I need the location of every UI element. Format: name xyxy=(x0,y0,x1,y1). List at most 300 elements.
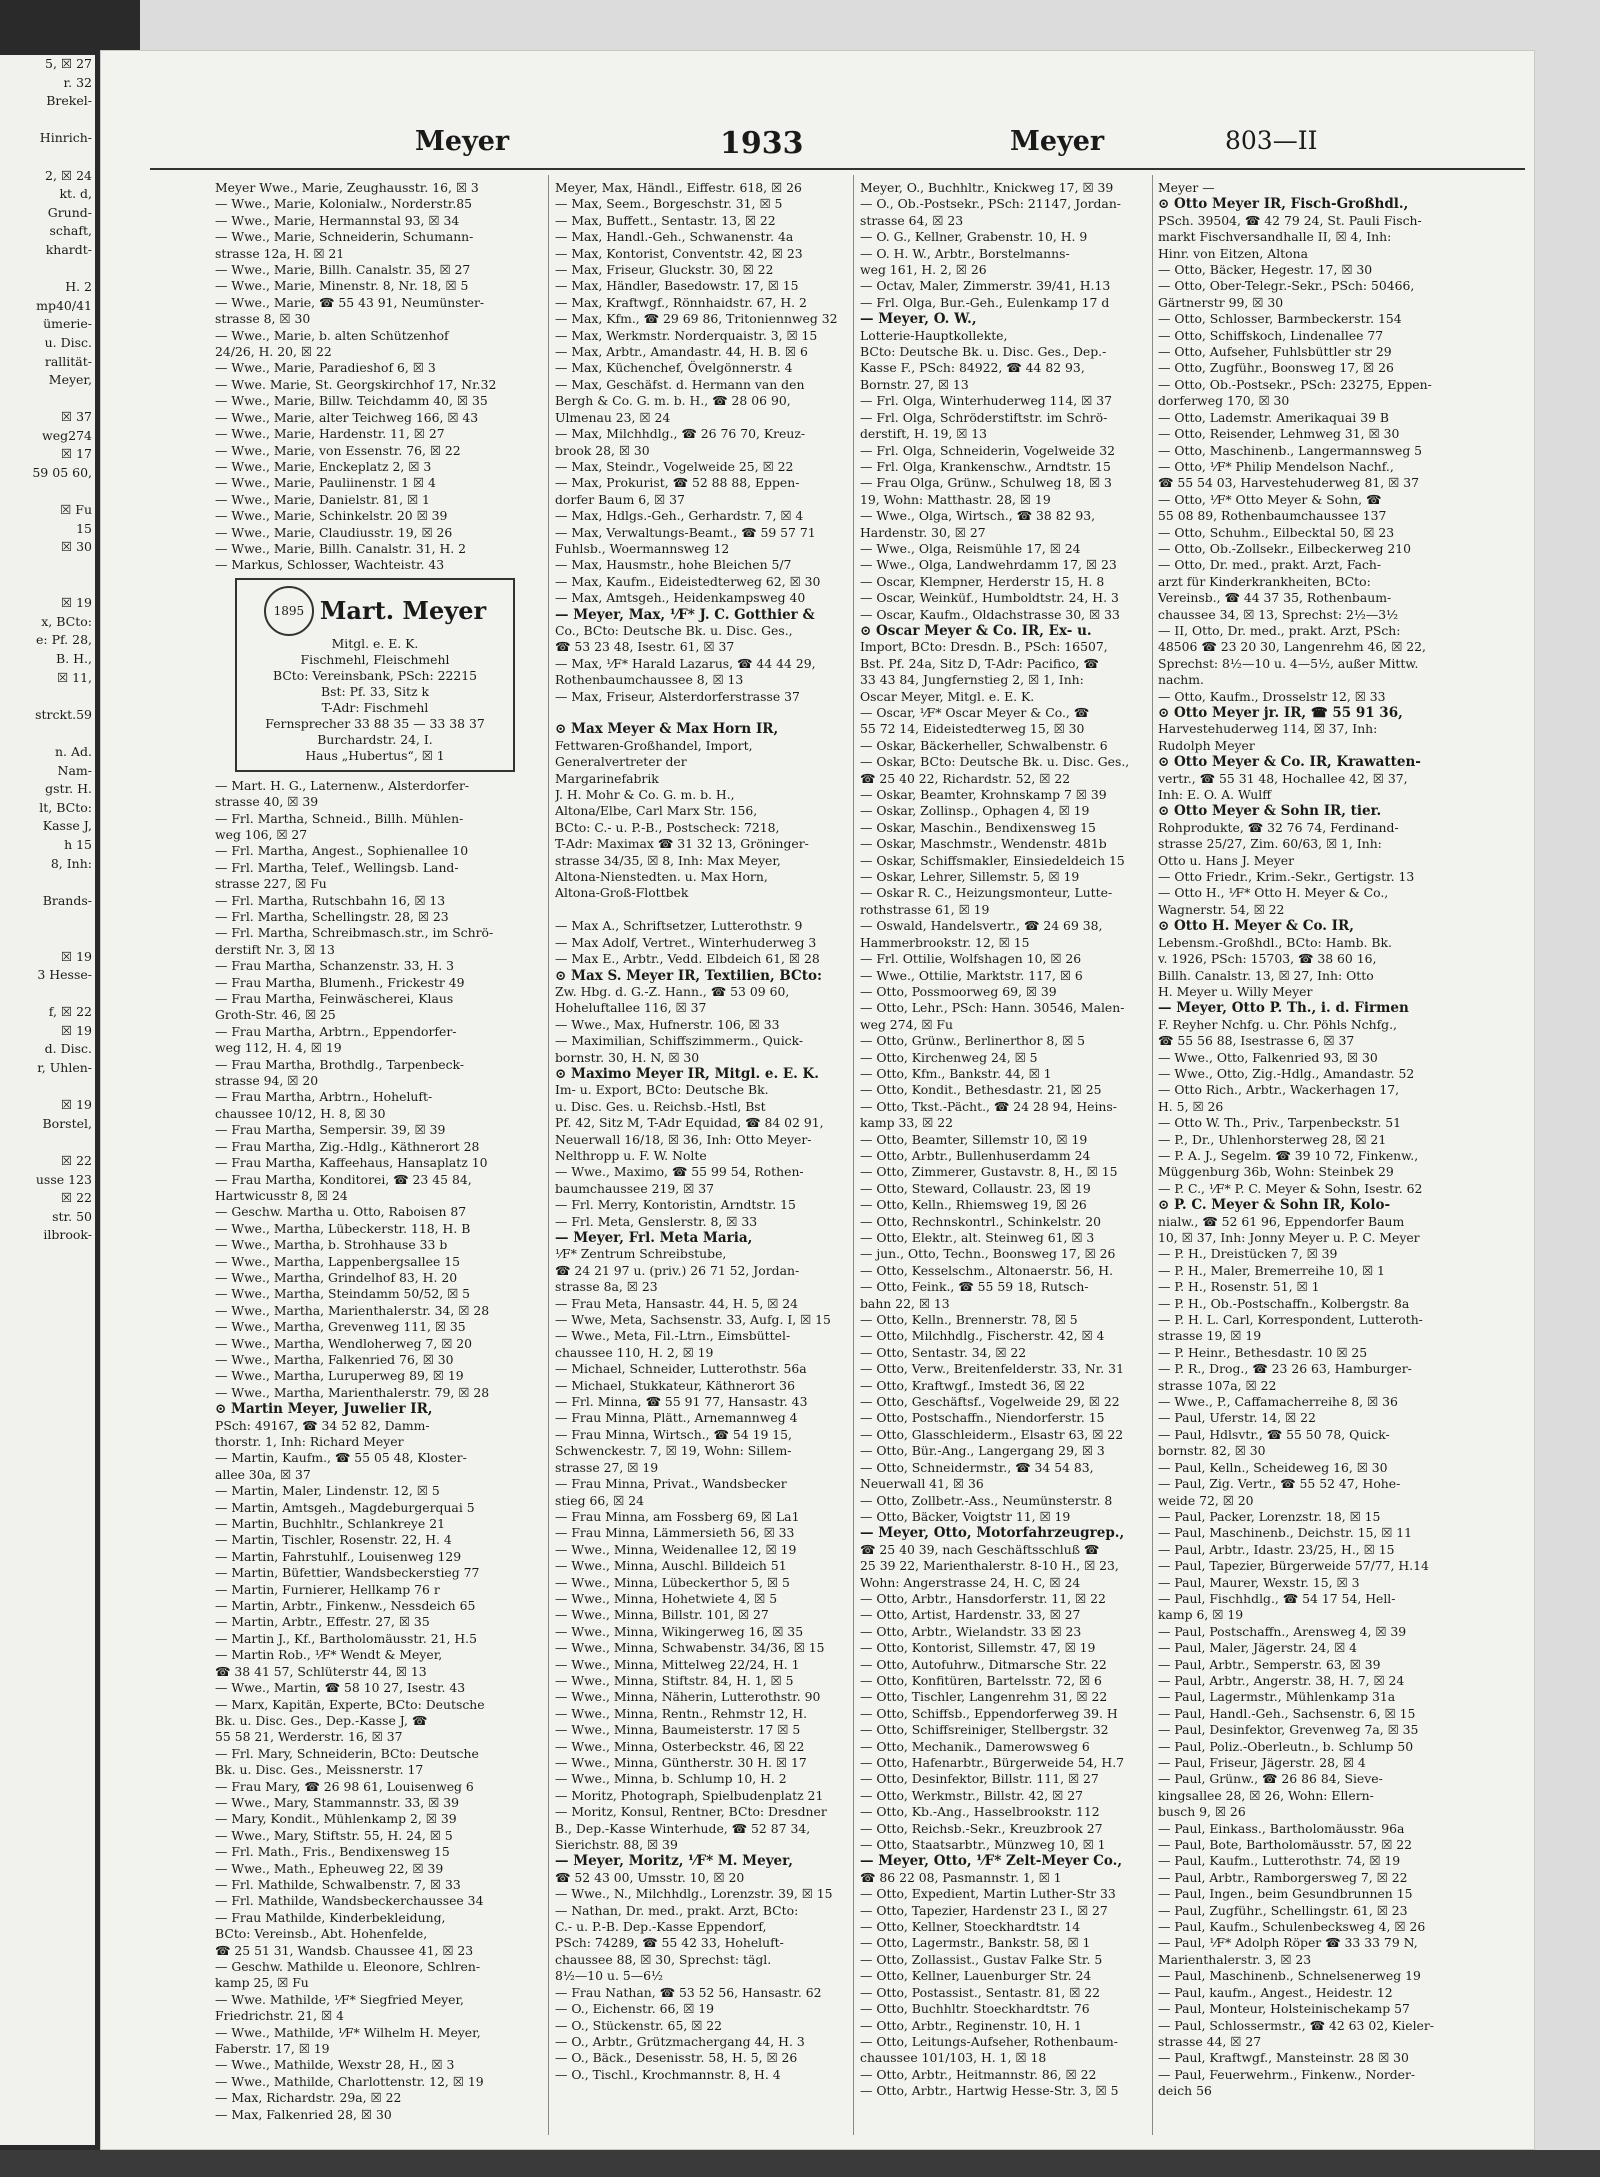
directory-entry: — Mart. H. G., Laternenw., Alsterdorfer- xyxy=(215,777,470,793)
directory-entry: Import, BCto: Dresdn. B., PSch: 16507, xyxy=(860,639,1108,655)
directory-entry: — Oskar, Schiffsmakler, Einsiedeldeich 15 xyxy=(860,852,1125,868)
directory-entry: — Paul, Hdlsvtr., ☎ 55 50 78, Quick- xyxy=(1158,1426,1390,1442)
edge-text xyxy=(0,557,95,576)
edge-text: r, Uhlen- xyxy=(37,1060,92,1076)
directory-entry: — Wwe, Meta, Sachsenstr. 33, Aufg. I, ☒ 15 xyxy=(555,1312,831,1328)
directory-entry: derstift Nr. 3, ☒ 13 xyxy=(215,941,335,957)
directory-entry: — Moritz, Photograph, Spielbudenplatz 21 xyxy=(555,1787,824,1803)
directory-entry: strasse 227, ☒ Fu xyxy=(215,876,327,892)
directory-entry: — Otto W. Th., Priv., Tarpenbeckstr. 51 xyxy=(1158,1115,1402,1131)
directory-entry: — Octav, Maler, Zimmerstr. 39/41, H.13 xyxy=(860,278,1111,294)
edge-text: ☒ Fu xyxy=(60,502,92,518)
directory-entry: — jun., Otto, Techn., Boonsweg 17, ☒ 26 xyxy=(860,1246,1116,1262)
directory-entry: H. Meyer u. Willy Meyer xyxy=(1158,983,1313,999)
directory-entry: — Frl. Martha, Rutschbahn 16, ☒ 13 xyxy=(215,892,446,908)
directory-entry: — Otto, Kellner, Stoeckhardtstr. 14 xyxy=(860,1919,1081,1935)
edge-text: r. 32 xyxy=(63,74,92,90)
directory-entry: — Paul, ⅟F* Adolph Röper ☎ 33 33 79 N, xyxy=(1158,1935,1418,1951)
directory-entry: — Max, Richardstr. 29a, ☒ 22 xyxy=(215,2090,402,2106)
directory-entry: ☎ 52 43 00, Umsstr. 10, ☒ 20 xyxy=(555,1869,745,1885)
edge-text: Borstel, xyxy=(42,1115,92,1131)
directory-entry: — Frl. Olga, Krankenschw., Arndtstr. 15 xyxy=(860,458,1111,474)
directory-entry: — Otto, Schiffsb., Eppendorferweg 39. H xyxy=(860,1705,1118,1721)
ad-line: Burchardstr. 24, I. xyxy=(317,731,433,747)
directory-entry: — Wwe., Minna, Weidenallee 12, ☒ 19 xyxy=(555,1541,797,1557)
directory-entry: Altona-Nienstedten. u. Max Horn, xyxy=(555,869,768,885)
directory-entry: — Otto, Arbtr., Heitmannstr. 86, ☒ 22 xyxy=(860,2066,1097,2082)
directory-entry: — Oscar, Weinküf., Humboldtstr. 24, H. 3 xyxy=(860,590,1119,606)
directory-entry: — Wwe., Marie, Claudiusstr. 19, ☒ 26 xyxy=(215,524,453,540)
directory-entry: Pf. 42, Sitz M, T-Adr Equidad, ☎ 84 02 91, xyxy=(555,1115,824,1131)
directory-entry: — Frau Minna, Plätt., Arnemannweg 4 xyxy=(555,1410,798,1426)
directory-entry: — Martin, Arbtr., Effestr. 27, ☒ 35 xyxy=(215,1614,430,1630)
directory-entry: Inh: E. O. A. Wulff xyxy=(1158,787,1272,803)
directory-entry: — Paul, Uferstr. 14, ☒ 22 xyxy=(1158,1410,1316,1426)
edge-text: ☒ 11, xyxy=(56,669,92,685)
directory-entry: — Otto, Reichsb.-Sekr., Kreuzbrook 27 xyxy=(860,1820,1103,1836)
directory-entry: — Wwe., Martha, Falkenried 76, ☒ 30 xyxy=(215,1351,454,1367)
directory-entry: — Frau Martha, Sempersir. 39, ☒ 39 xyxy=(215,1122,446,1138)
directory-entry: — Maximilian, Schiffszimmerm., Quick- xyxy=(555,1033,804,1049)
directory-entry: ☎ 25 40 39, nach Geschäftsschluß ☎ xyxy=(860,1541,1100,1557)
directory-entry: — Frl. Mathilde, Wandsbeckerchaussee 34 xyxy=(215,1893,484,1909)
edge-text: Brekel- xyxy=(46,93,92,109)
directory-entry: Meyer Wwe., Marie, Zeughausstr. 16, ☒ 3 xyxy=(215,180,479,195)
directory-entry: nialw., ☎ 52 61 96, Eppendorfer Baum xyxy=(1158,1213,1405,1229)
directory-entry: weg 161, H. 2, ☒ 26 xyxy=(860,262,987,278)
edge-text xyxy=(0,148,95,167)
directory-entry: weg 106, ☒ 27 xyxy=(215,826,308,842)
directory-entry: — Wwe., Martha, Steindamm 50/52, ☒ 5 xyxy=(215,1286,471,1302)
directory-entry: — Frl. Martha, Angest., Sophienallee 10 xyxy=(215,843,469,859)
directory-entry: — Michael, Schneider, Lutterothstr. 56a xyxy=(555,1361,807,1377)
directory-entry: — Otto, Mechanik., Damerowsweg 6 xyxy=(860,1738,1090,1754)
directory-entry: bornstr. 30, H. N, ☒ 30 xyxy=(555,1049,700,1065)
directory-entry: allee 30a, ☒ 37 xyxy=(215,1466,311,1482)
directory-entry: — Otto, Lehr., PSch: Hann. 30546, Malen- xyxy=(860,1000,1125,1016)
directory-entry: — Max, Hausmstr., hohe Bleichen 5/7 xyxy=(555,557,792,573)
directory-entry: — Wwe., Marie, Paradieshof 6, ☒ 3 xyxy=(215,360,436,376)
directory-entry: 19, Wohn: Matthastr. 28, ☒ 19 xyxy=(860,491,1051,507)
directory-entry: — Frau Minna, Privat., Wandsbecker xyxy=(555,1476,787,1492)
firm-entry: ⊙ Max Meyer & Max Horn IR, xyxy=(555,721,779,738)
directory-entry: B., Dep.-Kasse Winterhude, ☎ 52 87 34, xyxy=(555,1820,811,1836)
edge-text: ☒ 19 xyxy=(60,595,92,611)
edge-text: str. 50 xyxy=(52,1208,92,1224)
ad-logo-icon: 1895 xyxy=(264,586,314,636)
directory-entry: — Otto, Schlosser, Barmbeckerstr. 154 xyxy=(1158,311,1402,327)
directory-entry: dorfer Baum 6, ☒ 37 xyxy=(555,491,685,507)
directory-entry: — Otto, Schuhm., Eilbecktal 50, ☒ 23 xyxy=(1158,524,1395,540)
directory-entry: — Frau Olga, Grünw., Schulweg 18, ☒ 3 xyxy=(860,475,1112,491)
directory-entry: — Otto, Kaufm., Drosselstr 12, ☒ 33 xyxy=(1158,688,1386,704)
directory-entry: — Paul, Kraftwgf., Mansteinstr. 28 ☒ 30 xyxy=(1158,2050,1409,2066)
ad-header xyxy=(245,586,505,636)
directory-entry: — Michael, Stukkateur, Käthnerort 36 xyxy=(555,1377,795,1393)
directory-entry: — Wwe., Marie, Danielstr. 81, ☒ 1 xyxy=(215,491,430,507)
directory-entry: Meyer, O., Buchhltr., Knickweg 17, ☒ 39 xyxy=(860,180,1114,195)
directory-entry: 48506 ☎ 23 20 30, Langenrehm 46, ☒ 22, xyxy=(1158,639,1426,655)
directory-entry: — P., Dr., Uhlenhorsterweg 28, ☒ 21 xyxy=(1158,1131,1387,1147)
directory-entry: — Paul, Zugführ., Schellingstr. 61, ☒ 23 xyxy=(1158,1902,1408,1918)
scan-bottom-edge xyxy=(0,2150,1600,2177)
edge-text: Grund- xyxy=(47,204,92,220)
directory-entry: — Frau Martha, Arbtrn., Eppendorfer- xyxy=(215,1023,457,1039)
directory-entry: — Paul, Maler, Jägerstr. 24, ☒ 4 xyxy=(1158,1640,1358,1656)
directory-entry: — Otto, Geschäftsf., Vogelweide 29, ☒ 22 xyxy=(860,1394,1120,1410)
directory-entry: — Paul, Desinfektor, Grevenweg 7a, ☒ 35 xyxy=(1158,1722,1419,1738)
directory-entry: — Otto, Ob.-Zollsekr., Eilbeckerweg 210 xyxy=(1158,540,1411,556)
directory-entry: — Nathan, Dr. med., prakt. Arzt, BCto: xyxy=(555,1902,799,1918)
directory-entry: — Max, Arbtr., Amandastr. 44, H. B. ☒ 6 xyxy=(555,344,808,360)
directory-entry: — Otto, Lademstr. Amerikaquai 39 B xyxy=(1158,409,1390,425)
firm-entry: ⊙ Maximo Meyer IR, Mitgl. e. E. K. xyxy=(555,1065,819,1082)
directory-entry: — Wwe., Marie, Minenstr. 8, Nr. 18, ☒ 5 xyxy=(215,278,469,294)
directory-entry: chaussee 110, H. 2, ☒ 19 xyxy=(555,1344,714,1360)
directory-entry: — P. H., Dreistücken 7, ☒ 39 xyxy=(1158,1246,1338,1262)
directory-entry: — Otto, Expedient, Martin Luther-Str 33 xyxy=(860,1886,1116,1902)
directory-entry: — Wwe., Marie, Enckeplatz 2, ☒ 3 xyxy=(215,458,432,474)
directory-entry: — Martin, Amtsgeh., Magdeburgerquai 5 xyxy=(215,1499,475,1515)
directory-entry: J. H. Mohr & Co. G. m. b. H., xyxy=(555,787,735,803)
directory-entry: — Wwe., Minna, Lübeckerthor 5, ☒ 5 xyxy=(555,1574,790,1590)
directory-entry: chaussee 10/12, H. 8, ☒ 30 xyxy=(215,1105,386,1121)
directory-entry: — Max, ⅟F* Harald Lazarus, ☎ 44 44 29, xyxy=(555,655,816,671)
directory-entry: Im- u. Export, BCto: Deutsche Bk. xyxy=(555,1082,769,1098)
directory-entry: — Paul, Maschinenb., Schnelsenerweg 19 xyxy=(1158,1968,1421,1984)
directory-entry: — Otto, Kesselschm., Altonaerstr. 56, H. xyxy=(860,1262,1114,1278)
advertisement-box xyxy=(235,578,515,772)
directory-entry: — Wwe., Minna, Osterbeckstr. 46, ☒ 22 xyxy=(555,1738,805,1754)
directory-entry: — Frl. Olga, Bur.-Geh., Eulenkamp 17 d xyxy=(860,294,1110,310)
directory-entry: — Max, Buffett., Sentastr. 13, ☒ 22 xyxy=(555,212,776,228)
directory-entry: strasse 25/27, Zim. 60/63, ☒ 1, Inh: xyxy=(1158,836,1382,852)
directory-entry: — Marx, Kapitän, Experte, BCto: Deutsche xyxy=(215,1696,485,1712)
edge-text: x, BCto: xyxy=(41,613,92,629)
directory-entry: — P. R., Drog., ☎ 23 26 63, Hamburger- xyxy=(1158,1361,1412,1377)
directory-entry: derstift, H. 19, ☒ 13 xyxy=(860,426,988,442)
directory-entry: — Paul, Kelln., Scheideweg 16, ☒ 30 xyxy=(1158,1459,1388,1475)
directory-entry: — Wwe., Marie, ☎ 55 43 91, Neumünster- xyxy=(215,294,485,310)
edge-text: ☒ 22 xyxy=(60,1153,92,1169)
directory-entry: — Wwe., P., Caffamacherreihe 8, ☒ 36 xyxy=(1158,1394,1398,1410)
directory-entry: — Otto, Maschinenb., Langermannsweg 5 xyxy=(1158,442,1423,458)
directory-entry: stieg 66, ☒ 24 xyxy=(555,1492,644,1508)
directory-entry: — Frau Martha, Brothdlg., Tarpenbeck- xyxy=(215,1056,465,1072)
directory-entry: — Otto, Bür.-Ang., Langergang 29, ☒ 3 xyxy=(860,1443,1105,1459)
directory-entry: — Paul, Schlossermstr., ☎ 42 63 02, Kieler- xyxy=(1158,2017,1434,2033)
directory-entry: — P. H. L. Carl, Korrespondent, Lutteroth- xyxy=(1158,1312,1423,1328)
edge-text: 59 05 60, xyxy=(32,465,92,481)
directory-entry: brook 28, ☒ 30 xyxy=(555,442,650,458)
directory-entry: — Otto, Dr. med., prakt. Arzt, Fach- xyxy=(1158,557,1382,573)
directory-entry: — Otto, Tkst.-Pächt., ☎ 24 28 94, Heins- xyxy=(860,1098,1117,1114)
directory-entry: — Wwe., Minna, b. Schlump 10, H. 2 xyxy=(555,1771,787,1787)
directory-entry: — Wwe., Minna, Mittelweg 22/24, H. 1 xyxy=(555,1656,800,1672)
edge-text xyxy=(0,483,95,502)
directory-entry: — Otto, Werkmstr., Billstr. 42, ☒ 27 xyxy=(860,1787,1083,1803)
directory-entry: — Paul, Feuerwehrm., Finkenw., Norder- xyxy=(1158,2066,1416,2082)
directory-entry: — Paul, Kaufm., Schulenbecksweg 4, ☒ 26 xyxy=(1158,1919,1426,1935)
directory-entry: — Frau Nathan, ☎ 53 52 56, Hansastr. 62 xyxy=(555,1984,822,2000)
directory-entry: Ulmenau 23, ☒ 24 xyxy=(555,409,671,425)
directory-entry: — Otto, Aufseher, Fuhlsbüttler str 29 xyxy=(1158,344,1392,360)
directory-entry: deich 56 xyxy=(1158,2083,1212,2099)
directory-entry: — Otto, Schiffsreiniger, Stellbergstr. 32 xyxy=(860,1722,1109,1738)
edge-text xyxy=(0,687,95,706)
firm-entry: ⊙ Martin Meyer, Juwelier IR, xyxy=(215,1401,433,1418)
directory-entry: — Martin, Buchhltr., Schlankreye 21 xyxy=(215,1516,445,1532)
edge-text: strckt.59 xyxy=(35,706,92,722)
directory-entry: — Max, Händler, Basedowstr. 17, ☒ 15 xyxy=(555,278,799,294)
header-left-name: Meyer xyxy=(415,126,510,157)
directory-entry: — Otto, Kelln., Rhiemsweg 19, ☒ 26 xyxy=(860,1197,1087,1213)
directory-entry: — Otto, ⅟F* Philip Mendelson Nachf., xyxy=(1158,458,1394,474)
directory-entry: thorstr. 1, Inh: Richard Meyer xyxy=(215,1434,404,1449)
directory-entry: BCto: Vereinsb., Abt. Hohenfelde, xyxy=(215,1926,428,1942)
directory-entry: strasse 34/35, ☒ 8, Inh: Max Meyer, xyxy=(555,852,781,868)
directory-entry: 55 72 14, Eideistedterweg 15, ☒ 30 xyxy=(860,721,1085,737)
directory-entry: ☎ 25 40 22, Richardstr. 52, ☒ 22 xyxy=(860,770,1071,786)
directory-entry: chaussee 34, ☒ 13, Sprechst: 2½—3½ xyxy=(1158,606,1399,622)
directory-entry: busch 9, ☒ 26 xyxy=(1158,1804,1246,1820)
directory-entry: PSch. 39504, ☎ 42 79 24, St. Pauli Fisch- xyxy=(1158,212,1422,228)
ad-line: Haus „Hubertus“, ☒ 1 xyxy=(305,747,445,763)
directory-entry: Co., BCto: Deutsche Bk. u. Disc. Ges., xyxy=(555,622,793,638)
directory-entry: — Frl. Martha, Schreibmasch.str., im Schrö- xyxy=(215,925,494,941)
edge-text: Kasse J, xyxy=(42,818,92,834)
directory-entry: — Otto Friedr., Krim.-Sekr., Gertigstr. 13 xyxy=(1158,869,1415,885)
column-2 xyxy=(555,180,875,2140)
directory-entry: — Wwe., Martha, Lübeckerstr. 118, H. B xyxy=(215,1220,471,1236)
edge-text: kt. d, xyxy=(59,186,92,202)
directory-entry: Marienthalerstr. 3, ☒ 23 xyxy=(1158,1951,1312,1967)
directory-entry: — Otto, Schiffskoch, Lindenallee 77 xyxy=(1158,327,1384,343)
edge-text: 2, ☒ 24 xyxy=(45,167,92,183)
directory-entry: Oscar Meyer, Mitgl. e. E. K. xyxy=(860,688,1035,704)
directory-entry: — Oscar, Klempner, Herderstr 15, H. 8 xyxy=(860,573,1105,589)
firm-entry: ⊙ Oscar Meyer & Co. IR, Ex- u. xyxy=(860,622,1092,639)
page-number: 803—II xyxy=(1225,126,1318,155)
directory-entry: Bk. u. Disc. Ges., Dep.-Kasse J, ☎ xyxy=(215,1712,428,1728)
firm-entry: — Meyer, Otto, Motorfahrzeugrep., xyxy=(860,1525,1125,1542)
directory-entry: — Otto, Milchhdlg., Fischerstr. 42, ☒ 4 xyxy=(860,1328,1105,1344)
firm-entry: — Meyer, Otto, ⅟F* Zelt-Meyer Co., xyxy=(860,1853,1123,1870)
directory-entry: — Wwe., Martha, b. Strohhause 33 b xyxy=(215,1237,448,1253)
column-1 xyxy=(215,180,535,2140)
column-4 xyxy=(1158,180,1478,2140)
directory-entry: — Paul, Einkass., Bartholomäusstr. 96a xyxy=(1158,1820,1405,1836)
directory-entry: — Otto, Lagermstr., Bankstr. 58, ☒ 1 xyxy=(860,1935,1091,1951)
ad-line: Bst: Pf. 33, Sitz k xyxy=(321,683,429,699)
firm-entry: ⊙ P. C. Meyer & Sohn IR, Kolo- xyxy=(1158,1197,1391,1214)
directory-entry: — Wwe., Minna, Stiftstr. 84, H. 1, ☒ 5 xyxy=(555,1672,794,1688)
directory-entry: — Paul, Arbtr., Ramborgersweg 7, ☒ 22 xyxy=(1158,1869,1408,1885)
edge-text: Hinrich- xyxy=(39,130,92,146)
directory-entry: — Otto, Hafenarbtr., Bürgerweide 54, H.7 xyxy=(860,1755,1125,1770)
firm-entry: ⊙ Max S. Meyer IR, Textilien, BCto: xyxy=(555,967,823,984)
directory-entry: — Otto, Konfitüren, Bartelsstr. 72, ☒ 6 xyxy=(860,1672,1102,1688)
directory-entry: Altona/Elbe, Carl Marx Str. 156, xyxy=(555,803,758,819)
directory-entry: — Max, Kraftwgf., Rönnhaidstr. 67, H. 2 xyxy=(555,294,807,310)
header-right-name: Meyer xyxy=(1010,126,1105,157)
directory-entry: — Otto, Glasschleiderm., Elsastr 63, ☒ 22 xyxy=(860,1426,1124,1442)
directory-entry: — Wwe., Mary, Stammannstr. 33, ☒ 39 xyxy=(215,1794,459,1810)
edge-text: d. Disc. xyxy=(44,1041,92,1057)
directory-entry: nachm. xyxy=(1158,672,1204,688)
directory-entry: — Oscar, Kaufm., Oldachstrasse 30, ☒ 33 xyxy=(860,606,1120,622)
edge-text: e: Pf. 28, xyxy=(36,632,92,648)
directory-entry: — Wwe., Marie, Kolonialw., Norderstr.85 xyxy=(215,196,473,212)
directory-entry: — Paul, Lagermstr., Mühlenkamp 31a xyxy=(1158,1689,1396,1705)
directory-entry: — Frl. Martha, Schneid., Billh. Mühlen- xyxy=(215,810,464,826)
directory-entry: Hoheluftallee 116, ☒ 37 xyxy=(555,1000,707,1016)
directory-entry: — Wwe., Marie, Billh. Canalstr. 31, H. 2 xyxy=(215,540,467,556)
directory-entry: — Wwe., Martha, Luruperweg 89, ☒ 19 xyxy=(215,1368,464,1384)
directory-entry: Lebensm.-Großhdl., BCto: Hamb. Bk. xyxy=(1158,934,1392,950)
directory-entry: Lotterie-Hauptkollekte, xyxy=(860,327,1008,343)
directory-entry: strasse 40, ☒ 39 xyxy=(215,794,319,810)
directory-entry: — Max, Seem., Borgeschstr. 31, ☒ 5 xyxy=(555,196,783,212)
directory-entry: — Paul, Arbtr., Semperstr. 63, ☒ 39 xyxy=(1158,1656,1381,1672)
directory-entry: — Wwe., Minna, Billstr. 101, ☒ 27 xyxy=(555,1607,769,1623)
directory-entry: — Otto, Autofuhrw., Ditmarsche Str. 22 xyxy=(860,1656,1107,1672)
directory-entry: — Otto, Kfm., Bankstr. 44, ☒ 1 xyxy=(860,1065,1052,1081)
edge-text: khardt- xyxy=(45,241,92,257)
directory-entry: — Max, Küchenchef, Övelgönnerstr. 4 xyxy=(555,360,793,376)
directory-entry: — Frl. Mary, Schneiderin, BCto: Deutsche xyxy=(215,1745,479,1761)
directory-entry: BCto: Deutsche Bk. u. Disc. Ges., Dep.- xyxy=(860,344,1107,360)
directory-entry: — Wwe., Martha, Grindelhof 83, H. 20 xyxy=(215,1269,458,1285)
directory-entry: Fettwaren-Großhandel, Import, xyxy=(555,737,753,753)
directory-entry: ☎ 53 23 48, Isestr. 61, ☒ 37 xyxy=(555,639,735,655)
directory-entry: Margarinefabrik xyxy=(555,770,659,786)
directory-entry: — Otto, Arbtr., Wielandstr. 33 ☒ 23 xyxy=(860,1623,1082,1639)
directory-entry: strasse 27, ☒ 19 xyxy=(555,1459,659,1475)
directory-entry: strasse 19, ☒ 19 xyxy=(1158,1328,1262,1344)
directory-entry: — Frau Martha, Feinwäscherei, Klaus xyxy=(215,991,454,1007)
directory-entry: Kasse F., PSch: 84922, ☎ 44 82 93, xyxy=(860,360,1085,376)
column-3 xyxy=(860,180,1180,2140)
firm-entry: ⊙ Otto H. Meyer & Co. IR, xyxy=(1158,918,1354,935)
directory-entry: — Paul, Bote, Bartholomäusstr. 57, ☒ 22 xyxy=(1158,1837,1413,1853)
directory-entry: — Paul, Arbtr., Idastr. 23/25, H., ☒ 15 xyxy=(1158,1541,1395,1557)
directory-entry: 55 08 89, Rothenbaumchaussee 137 xyxy=(1158,508,1387,524)
ad-line: BCto: Vereinsbank, PSch: 22215 xyxy=(272,667,478,683)
directory-entry: — O., Arbtr., Grützmachergang 44, H. 3 xyxy=(555,2033,805,2049)
directory-entry: — Wwe., Martha, Marienthalerstr. 34, ☒ 28 xyxy=(215,1302,490,1318)
directory-entry: — Paul, Friseur, Jägerstr. 28, ☒ 4 xyxy=(1158,1755,1366,1770)
directory-entry xyxy=(555,902,875,918)
directory-entry: Harvestehuderweg 114, ☒ 37, Inh: xyxy=(1158,721,1378,737)
edge-text: 15 xyxy=(76,520,92,536)
directory-entry: chaussee 88, ☒ 30, Sprechst: tägl. xyxy=(555,1951,772,1967)
edge-text: Nam- xyxy=(57,762,92,778)
firm-entry: — Meyer, Moritz, ⅟F* M. Meyer, xyxy=(555,1853,793,1870)
edge-text: ilbrook- xyxy=(43,1227,92,1243)
directory-entry: — Frl. Math., Fris., Bendixensweg 15 xyxy=(215,1844,450,1860)
directory-entry: Neuerwall 41, ☒ 36 xyxy=(860,1476,984,1492)
directory-entry: — Wwe., Otto, Falkenried 93, ☒ 30 xyxy=(1158,1049,1378,1065)
directory-entry: ☎ 55 54 03, Harvestehuderweg 81, ☒ 37 xyxy=(1158,475,1419,491)
edge-text: f, ☒ 22 xyxy=(48,1004,92,1020)
directory-entry: — P. A. J., Segelm. ☎ 39 10 72, Finkenw., xyxy=(1158,1147,1419,1163)
directory-entry: — Otto, Postschaffn., Niendorferstr. 15 xyxy=(860,1410,1105,1426)
firm-entry: ⊙ Otto Meyer IR, Fisch-Großhdl., xyxy=(1158,196,1409,213)
edge-text xyxy=(0,873,95,892)
edge-text xyxy=(0,724,95,743)
firm-entry: — Meyer, Otto P. Th., i. d. Firmen xyxy=(1158,1000,1409,1017)
edge-text: ☒ 19 xyxy=(60,1097,92,1113)
directory-entry: v. 1926, PSch: 15703, ☎ 38 60 16, xyxy=(1158,951,1377,967)
directory-entry: — O., Stückenstr. 65, ☒ 22 xyxy=(555,2017,723,2033)
directory-entry: — Wwe., Mary, Stiftstr. 55, H. 24, ☒ 5 xyxy=(215,1827,453,1843)
edge-text xyxy=(0,260,95,279)
directory-entry: — Otto, Zollassist., Gustav Falke Str. 5 xyxy=(860,1951,1103,1967)
edge-text xyxy=(0,910,95,929)
directory-entry: Rothenbaumchaussee 8, ☒ 13 xyxy=(555,672,744,688)
directory-entry: H. 5, ☒ 26 xyxy=(1158,1098,1224,1114)
directory-entry: — Frl. Olga, Winterhuderweg 114, ☒ 37 xyxy=(860,393,1112,409)
edge-text: usse 123 xyxy=(35,1171,92,1187)
directory-entry: — Otto, Leitungs-Aufseher, Rothenbaum- xyxy=(860,2033,1118,2049)
directory-entry: — Paul, kaufm., Angest., Heidestr. 12 xyxy=(1158,1984,1393,2000)
directory-entry: — Moritz, Konsul, Rentner, BCto: Dresdner xyxy=(555,1804,827,1820)
directory-entry: — Otto, Arbtr., Hartwig Hesse-Str. 3, ☒ 5 xyxy=(860,2083,1119,2099)
directory-entry: — Wwe. Mathilde, ⅟F* Siegfried Meyer, xyxy=(215,1991,464,2007)
directory-entry: BCto: C.- u. P.-B., Postscheck: 7218, xyxy=(555,819,780,835)
directory-entry: — Wwe., Olga, Landwehrdamm 17, ☒ 23 xyxy=(860,557,1117,573)
directory-entry: — Max, Werkmstr. Norderquaistr. 3, ☒ 15 xyxy=(555,327,818,343)
directory-entry: — Martin, Kaufm., ☎ 55 05 48, Kloster- xyxy=(215,1450,467,1466)
directory-entry: — Wwe., Martha, Lappenbergsallee 15 xyxy=(215,1253,460,1269)
ad-line: T-Adr: Fischmehl xyxy=(321,699,429,715)
directory-entry: — Wwe., Marie, alter Teichweg 166, ☒ 43 xyxy=(215,409,479,425)
directory-entry: — P. Heinr., Bethesdastr. 10 ☒ 25 xyxy=(1158,1344,1368,1360)
directory-entry: — Otto, Verw., Breitenfelderstr. 33, Nr. 31 xyxy=(860,1361,1124,1377)
directory-entry: — Otto, Tapezier, Hardenstr 23 I., ☒ 27 xyxy=(860,1902,1108,1918)
edge-text: ☒ 37 xyxy=(60,409,92,425)
edge-text: Brands- xyxy=(42,892,92,908)
directory-entry: strasse 64, ☒ 23 xyxy=(860,212,964,228)
edge-text: ☒ 30 xyxy=(60,539,92,555)
edge-text: weg274 xyxy=(42,427,92,443)
directory-entry: — Frl. Meta, Genslerstr. 8, ☒ 33 xyxy=(555,1213,758,1229)
directory-entry: — Paul, Poliz.-Oberleutn., b. Schlump 50 xyxy=(1158,1738,1414,1754)
edge-text xyxy=(0,576,95,595)
directory-entry: Meyer — xyxy=(1158,180,1215,195)
directory-entry: — Oskar, Maschmstr., Wendenstr. 481b xyxy=(860,836,1107,852)
directory-entry: ☎ 86 22 08, Pasmannstr. 1, ☒ 1 xyxy=(860,1869,1062,1885)
directory-entry: Neuerwall 16/18, ☒ 36, Inh: Otto Meyer- xyxy=(555,1131,812,1147)
directory-entry: Faberstr. 17, ☒ 19 xyxy=(215,2041,330,2057)
directory-entry: — Otto, Bäcker, Hegestr. 17, ☒ 30 xyxy=(1158,262,1373,278)
directory-entry: T-Adr: Maximax ☎ 31 32 13, Gröninger- xyxy=(555,836,809,852)
directory-entry: — Wwe., Marie, Schinkelstr. 20 ☒ 39 xyxy=(215,508,448,524)
directory-entry: — Otto, Arbtr., Hansdorferstr. 11, ☒ 22 xyxy=(860,1590,1106,1606)
adjacent-page-fragment xyxy=(0,55,95,2145)
directory-entry: dorferweg 170, ☒ 30 xyxy=(1158,393,1290,409)
directory-entry: strasse 44, ☒ 27 xyxy=(1158,2033,1262,2049)
directory-entry: — Max, Prokurist, ☎ 52 88 88, Eppen- xyxy=(555,475,800,491)
directory-entry: — Martin, Arbtr., Finkenw., Nessdeich 65 xyxy=(215,1598,476,1614)
edge-text: 5, ☒ 27 xyxy=(45,56,92,71)
edge-text: lt, BCto: xyxy=(39,799,92,815)
directory-entry: strasse 8, ☒ 30 xyxy=(215,311,311,327)
directory-entry: Wagnerstr. 54, ☒ 22 xyxy=(1158,901,1285,917)
directory-entry: — Max Adolf, Vertret., Winterhuderweg 3 xyxy=(555,934,817,950)
directory-entry: — Max, Kaufm., Eideistedterweg 62, ☒ 30 xyxy=(555,573,821,589)
